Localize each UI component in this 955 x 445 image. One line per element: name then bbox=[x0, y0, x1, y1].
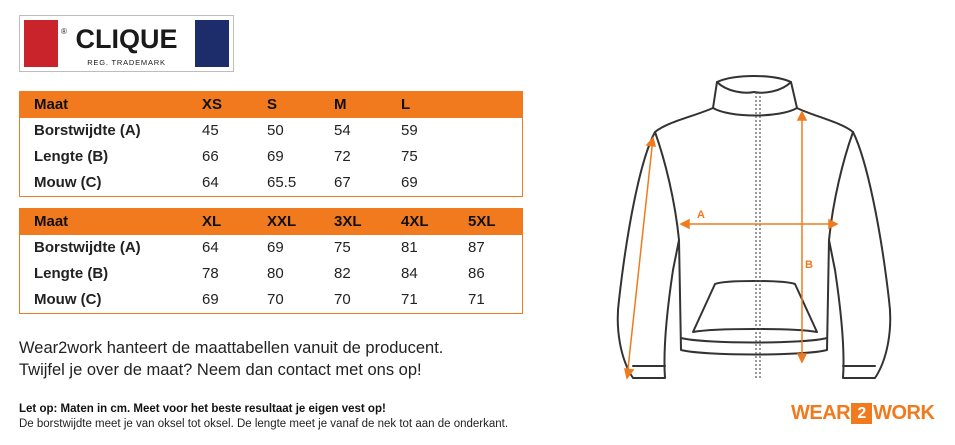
table-cell: 80 bbox=[267, 265, 284, 282]
table-cell: 67 bbox=[334, 174, 351, 191]
table-row bbox=[20, 287, 522, 313]
table-cell: 69 bbox=[401, 174, 418, 191]
size-table-large bbox=[19, 208, 523, 314]
table-row bbox=[20, 144, 522, 170]
row-label: Borstwijdte (A) bbox=[34, 239, 141, 256]
table-cell: 69 bbox=[267, 239, 284, 256]
clique-logo bbox=[19, 15, 234, 72]
table-cell: 84 bbox=[401, 265, 418, 282]
table-cell: 71 bbox=[401, 291, 418, 308]
registered-mark: ® bbox=[61, 27, 67, 36]
table-row bbox=[20, 118, 522, 144]
brand-two: 2 bbox=[851, 403, 872, 424]
table-cell: 82 bbox=[334, 265, 351, 282]
row-label: Lengte (B) bbox=[34, 265, 109, 282]
table-cell: 75 bbox=[334, 239, 351, 256]
table-cell: 71 bbox=[468, 291, 485, 308]
note-instructions: De borstwijdte meet je van oksel tot oksel. De lengte meet je vanaf de nek tot aan de onderkant. bbox=[19, 418, 509, 430]
row-label: Mouw (C) bbox=[34, 174, 102, 191]
table-cell: 87 bbox=[468, 239, 485, 256]
size-table-small bbox=[19, 91, 523, 197]
logo-trademark: REG. TRADEMARK bbox=[87, 58, 166, 67]
logo-blue-block bbox=[195, 20, 229, 67]
row-label: Lengte (B) bbox=[34, 148, 109, 165]
table-cell: 70 bbox=[267, 291, 284, 308]
table-cell: 69 bbox=[202, 291, 219, 308]
header-label: Maat bbox=[34, 213, 69, 230]
logo-brand-name: CLIQUE bbox=[75, 24, 178, 54]
header-size: 3XL bbox=[334, 213, 362, 230]
row-label: Mouw (C) bbox=[34, 291, 102, 308]
label-b: B bbox=[805, 259, 813, 271]
header-label: Maat bbox=[34, 96, 69, 113]
table-cell: 65.5 bbox=[267, 174, 297, 191]
table-cell: 75 bbox=[401, 148, 418, 165]
label-a: A bbox=[697, 209, 705, 221]
table-row bbox=[20, 261, 522, 287]
header-size: 4XL bbox=[401, 213, 429, 230]
header-size: XS bbox=[202, 96, 223, 113]
table-row bbox=[20, 235, 522, 261]
header-size: S bbox=[267, 96, 278, 113]
logo-red-block bbox=[24, 20, 58, 67]
table-cell: 66 bbox=[202, 148, 219, 165]
header-size: L bbox=[401, 96, 411, 113]
info-text-producer: Wear2work hanteert de maattabellen vanuit de producent. bbox=[19, 339, 444, 357]
brand-work: WORK bbox=[873, 402, 935, 424]
table-header bbox=[20, 92, 522, 118]
table-cell: 64 bbox=[202, 239, 219, 256]
info-text-contact: Twijfel je over de maat? Neem dan contact met ons op! bbox=[19, 361, 422, 379]
header-size: XL bbox=[202, 213, 222, 230]
table-cell: 59 bbox=[401, 122, 418, 139]
header-size: M bbox=[334, 96, 347, 113]
table-cell: 81 bbox=[401, 239, 418, 256]
header-size: 5XL bbox=[468, 213, 496, 230]
jacket-collar bbox=[713, 76, 797, 116]
table-cell: 64 bbox=[202, 174, 219, 191]
table-cell: 54 bbox=[334, 122, 351, 139]
header-size: XXL bbox=[267, 213, 297, 230]
jacket-pocket bbox=[693, 281, 817, 332]
table-row bbox=[20, 170, 522, 196]
row-label: Borstwijdte (A) bbox=[34, 122, 141, 139]
brand-wear: WEAR bbox=[791, 402, 851, 424]
table-cell: 72 bbox=[334, 148, 351, 165]
wear2work-logo bbox=[791, 401, 934, 426]
note-warning: Let op: Maten in cm. Meet voor het beste resultaat je eigen vest op! bbox=[19, 403, 386, 415]
table-cell: 50 bbox=[267, 122, 284, 139]
table-cell: 69 bbox=[267, 148, 284, 165]
table-header bbox=[20, 209, 522, 235]
table-cell: 70 bbox=[334, 291, 351, 308]
jacket-diagram bbox=[605, 70, 895, 390]
jacket-body bbox=[618, 108, 890, 378]
table-cell: 45 bbox=[202, 122, 219, 139]
table-cell: 78 bbox=[202, 265, 219, 282]
table-cell: 86 bbox=[468, 265, 485, 282]
